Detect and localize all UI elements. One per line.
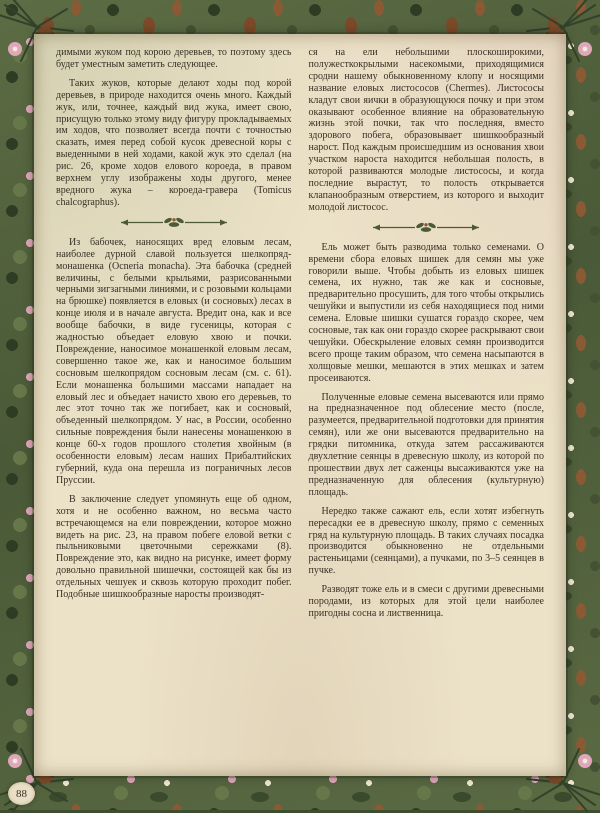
paragraph: Полученные еловые семена высеваются или прямо на предназначенное под облесение место (после, разумеется, предварительной подготовки для принятия семян), или же они высеваются предварительно на грядки питомника, откуда затем рассаживаются двухлетние сеянцы в древесную школу, из которой по прошествии двух лет саженцы высаживаются уже на предназначенную для облесения (культурную) площадь. bbox=[308, 391, 544, 498]
paragraph: Ель может быть разводима только семенами. О времени сбора еловых шишек для семян мы уже говорили выше. Чтобы добыть из еловых шишек семена, их нужно, так же как и сосновые, предварительно просушить, для того чтобы открылись чешуйки и выпустили из себя находящиеся под ними семена. Еловые шишки сушатся гораздо скорее, чем сосновые, так как они гораздо скорее раскрывают свои чешуйки. Обескрыление еловых семян производится всего проще таким образом, что семена насыпаются в холщовые мешки, мешаются в этих мешках и затем просеиваются. bbox=[308, 241, 544, 384]
right-column bbox=[309, 47, 545, 763]
floral-divider-icon bbox=[367, 221, 485, 234]
paragraph: Нередко также сажают ель, если хотят избегнуть пересадки ее в древесную школу, прямо с семенных гряд на культурную площадь. В таких случаях посадка производится обыкновенно не отдельными растеньицами (сеянцами), а пучками, по 3–5 сеянцев в пучке. bbox=[308, 505, 544, 577]
section-divider bbox=[56, 216, 292, 229]
section-divider bbox=[309, 221, 545, 234]
floral-divider-icon bbox=[115, 216, 233, 229]
paragraph: ся на ели небольшими плоскоширокими, полужесткокрылыми насекомыми, приходящимися сродни нашему обыкновенному клопу и носящими название еловых листососов (Chermes). Листососы кладут свои яички в образующуюся почку и при этом оказывают особенное влияние на образовательную жизнь этой почки, так что последняя, вместо здорового побега, образовывает шишкообразный нарост. Под каждым происшедшим из основания хвои участком нароста находится небольшая полость, в которой развиваются молодые листососы, и когда последние вырастут, то полость открывается клапанообразным отверстием, из которого и выходит молодой листосос. bbox=[308, 47, 544, 213]
left-column bbox=[56, 47, 292, 763]
page-number: 88 bbox=[8, 782, 35, 805]
paragraph: Таких жуков, которые делают ходы под корой деревьев, в природе находится очень много. Каждый жук, или, точнее, каждый вид жука, имеет свою, присущую только этому виду фигуру прокладываемых им ходов, что позволяет всегда почти с точностью сказать, имея перед собой кусок древесной коры с выеденными в ней ходами, какой жук это сделал (на рис. 26, кроме ходов елового короеда, в правом верхнем углу изображены ходы другого, менее вредного жука – короеда-гравера (Tomicus chalcographus). bbox=[56, 77, 292, 208]
paragraph: Из бабочек, наносящих вред еловым лесам, наиболее дурной славой пользуется шелкопряд-монашенка (Ocneria monacha). Эта бабочка (средней величины, с белыми крыльями, разрисованными черными зигзагными линиями, и с розовыми кольцами на брюшке) появляется в еловых (и сосновых) лесах в конце июля и в начале августа. Вредит она, как и все вообще бабочки, в виде гусеницы, которая с жадностью объедает еловую хвою и почки. Повреждение, наносимое монашенкой еловым лесам, совершенно такое же, как и наносимое большим сосновым шелкопрядом сосновым лесам (см. с. 61). Если монашенка большими массами нападает на еловый лес и объедает начисто хвою его деревьев, то лес этот точно так же погибает, как и сосновый, объеденный шелкопрядом. У нас, в России, особенно сильные повреждения были нанесены монашенкою в конце 60-х годов прошлого столетия хвойным (в особенности еловым) лесам наших Прибалтийских губерний, куда она перешла из пограничных лесов Пруссии. bbox=[56, 236, 292, 486]
paragraph: Разводят тоже ель и в смеси с другими древесными породами, из которых для этой цели наиболее пригодны сосна и лиственница. bbox=[308, 584, 544, 619]
paragraph: В заключение следует упомянуть еще об одном, хотя и не особенно важном, но весьма часто встречающемся на ели повреждении, которое можно видеть на рис. 23, на правом побеге еловой ветки с пыльниковыми цветочными сережками (8). Повреждение это, как видно на рисунке, имеет форму довольно правильной шишечки, состоящей как бы из отдельных чешуек и сквозь которую проходит побег. Подобные шишкообразные наросты производят- bbox=[56, 493, 292, 601]
book-page bbox=[34, 34, 566, 776]
two-column-text bbox=[56, 47, 544, 763]
paragraph: димыми жуком под корою деревьев, то поэтому здесь будет уместным заметить следующее. bbox=[56, 47, 292, 70]
